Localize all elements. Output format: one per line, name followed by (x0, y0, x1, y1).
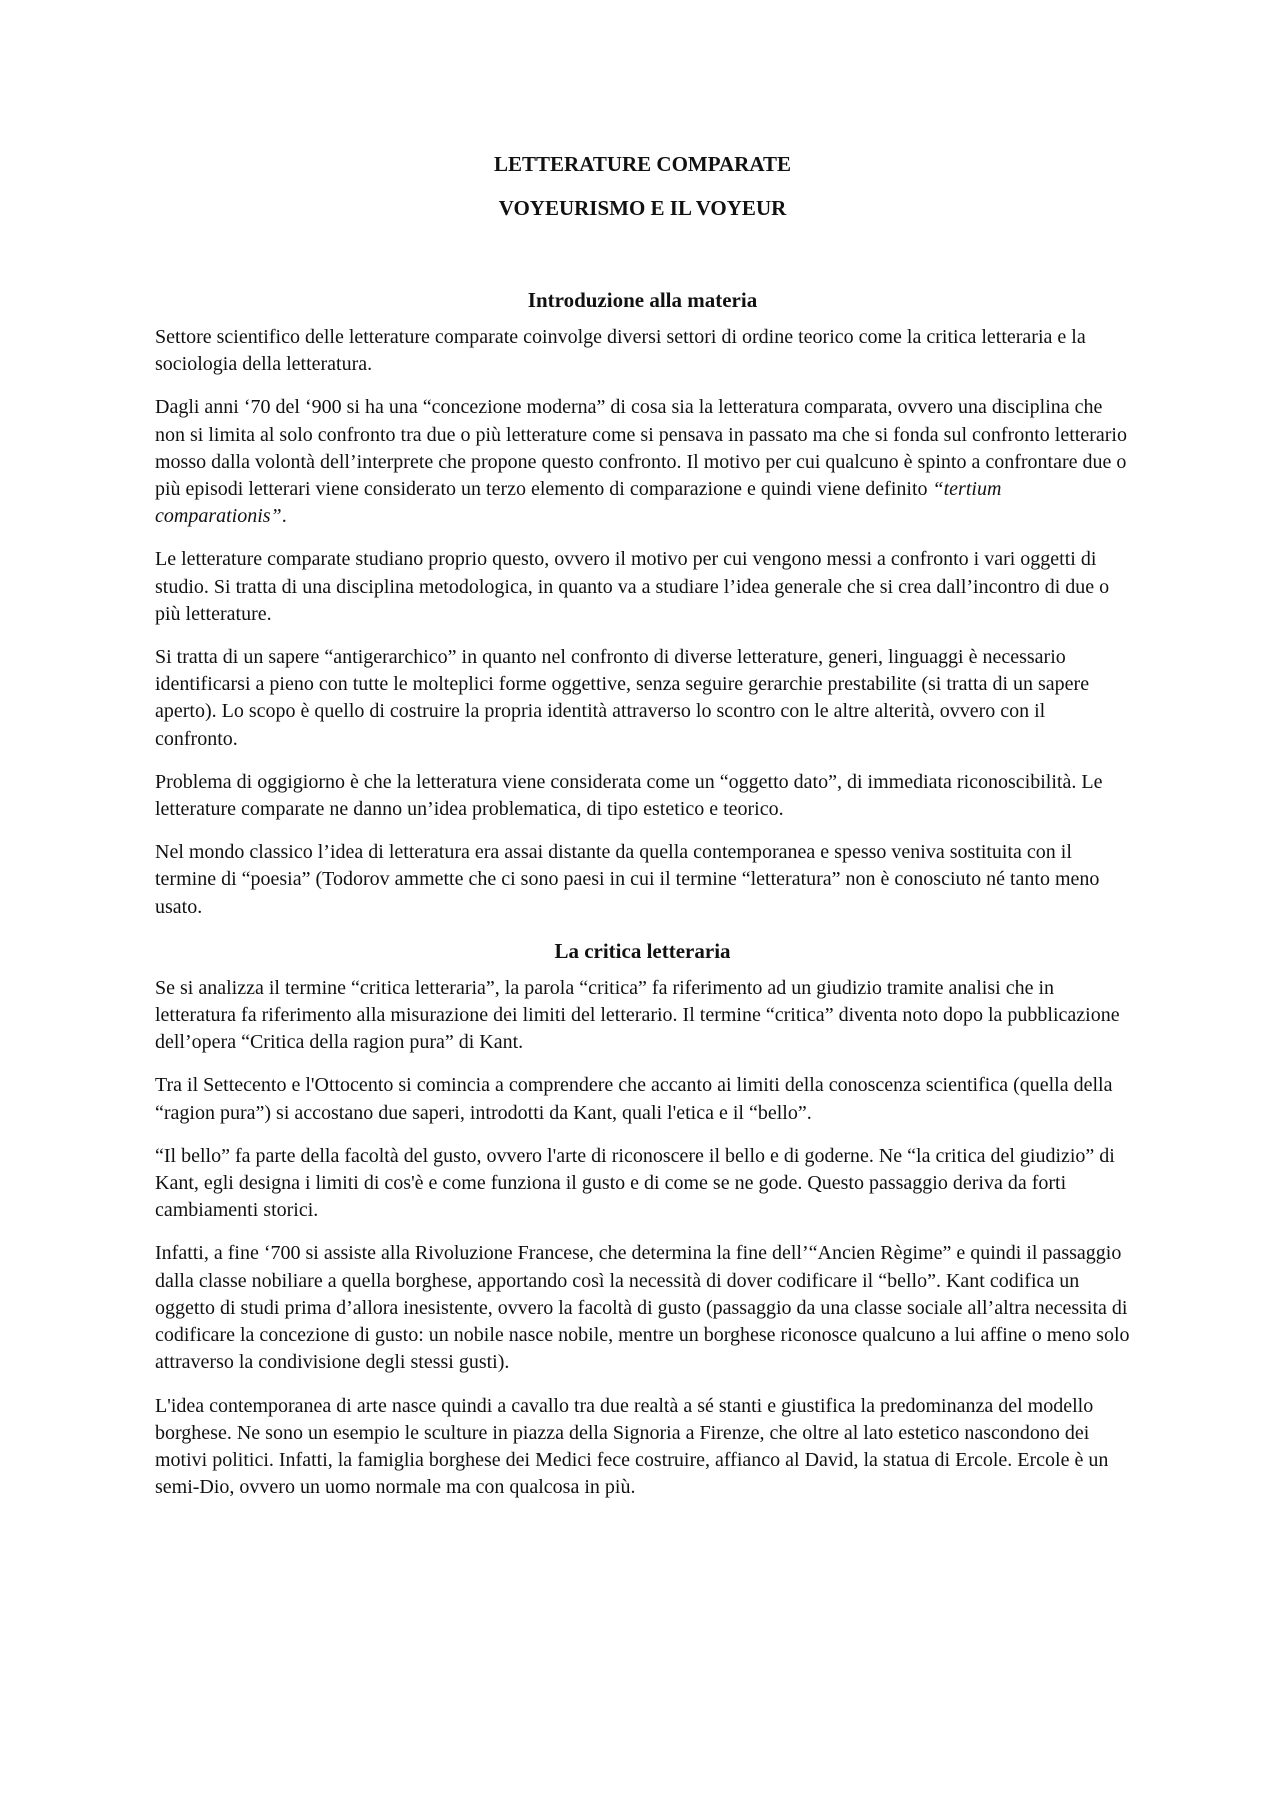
paragraph (155, 394, 1130, 530)
italic-term: “tertium comparationis” (155, 478, 1002, 528)
paragraph: “Il bello” fa parte della facoltà del gusto, ovvero l'arte di riconoscere il bello e di goderne. Ne “la critica del giudizio” di Kant, egli designa i limiti di cos'è e come funziona il gusto e di come se ne gode. Questo passaggio deriva da forti cambiamenti storici. (155, 1144, 1115, 1222)
document-title: LETTERATURE COMPARATE (494, 152, 791, 176)
paragraph: Le letterature comparate studiano proprio questo, ovvero il motivo per cui vengono messi a confronto i vari oggetti di studio. Si tratta di una disciplina metodologica, in quanto va a studiare l’idea generale che si crea dall’incontro di due o più letterature. (155, 548, 1110, 625)
paragraph: Si tratta di un sapere “antigerarchico” in quanto nel confronto di diverse letterature, generi, linguaggi è necessario identificarsi a pieno con tutte le molteplici forme oggettive, senza seguire gerarchie prestabilite (si tratta di un sapere aperto). Lo scopo è quello di costruire la propria identità attraverso lo scontro con le altre alterità, ovvero con il confronto. (155, 646, 1090, 750)
paragraph: Problema di oggigiorno è che la letteratura viene considerata come un “oggetto dato”, di immediata riconoscibilità. Le letterature comparate ne danno un’idea problematica, di tipo estetico e teorico. (155, 770, 1103, 821)
paragraph: Nel mondo classico l’idea di letteratura era assai distante da quella contemporanea e spesso veniva sostituita con il termine di “poesia” (Todorov ammette che ci sono paesi in cui il termine “letteratura” non è conosciuto né tanto meno usato. (155, 841, 1100, 918)
paragraph-end: . (281, 505, 287, 528)
paragraph: Settore scientifico delle letterature comparate coinvolge diversi settori di ordine teorico come la critica letteraria e la sociologia della letteratura. (155, 326, 1086, 376)
document-page (155, 150, 1130, 1517)
paragraph: L'idea contemporanea di arte nasce quindi a cavallo tra due realtà a sé stanti e giustifica la predominanza del modello borghese. Ne sono un esempio le sculture in piazza della Signoria a Firenze, che oltre al lato estetico nascondono dei motivi politici. Infatti, la famiglia borghese dei Medici fece costruire, affianco al David, la statua di Ercole. Ercole è un semi-Dio, ovvero un uomo normale ma con qualcosa in più. (155, 1394, 1109, 1499)
section-heading-critica: La critica letteraria (554, 938, 731, 963)
paragraph: Tra il Settecento e l'Ottocento si comincia a comprendere che accanto ai limiti della conoscenza scientifica (quella della “ragion pura”) si accostano due saperi, introdotti da Kant, quali l'etica e il “bello”. (155, 1074, 1113, 1124)
paragraph: Se si analizza il termine “critica letteraria”, la parola “critica” fa riferimento ad un giudizio tramite analisi che in letteratura fa riferimento alla misurazione dei limiti del letterario. Il termine “critica” diventa noto dopo la pubblicazione dell’opera “Critica della ragion pura” di Kant. (155, 976, 1120, 1054)
section-heading-introduzione: Introduzione alla materia (527, 288, 758, 312)
paragraph-text: Dagli anni ‘70 del ‘900 si ha una “concezione moderna” di cosa sia la letteratura comparata, ovvero una disciplina che non si limita al solo confronto tra due o più letterature come si pensava in passato ma che si fonda sul confronto letterario mosso dalla volontà dell’interprete che propone questo confronto. Il motivo per cui qualcuno è spinto a confrontare due o più episodi letterari viene considerato un terzo elemento di comparazione e quindi viene definito (155, 396, 1127, 501)
document-subtitle: VOYEURISMO E IL VOYEUR (498, 196, 787, 220)
paragraph: Infatti, a fine ‘700 si assiste alla Rivoluzione Francese, che determina la fine dell’“Ancien Règime” e quindi il passaggio dalla classe nobiliare a quella borghese, apportando così la necessità di dover codificare il “bello”. Kant codifica un oggetto di studi prima d’allora inesistente, ovvero la facoltà di gusto (passaggio da una classe sociale all’altra necessita di codificare la concezione di gusto: un nobile nasce nobile, mentre un borghese riconosce qualcuno a lui affine o meno solo attraverso la condivisione degli stessi gusti). (155, 1242, 1130, 1374)
